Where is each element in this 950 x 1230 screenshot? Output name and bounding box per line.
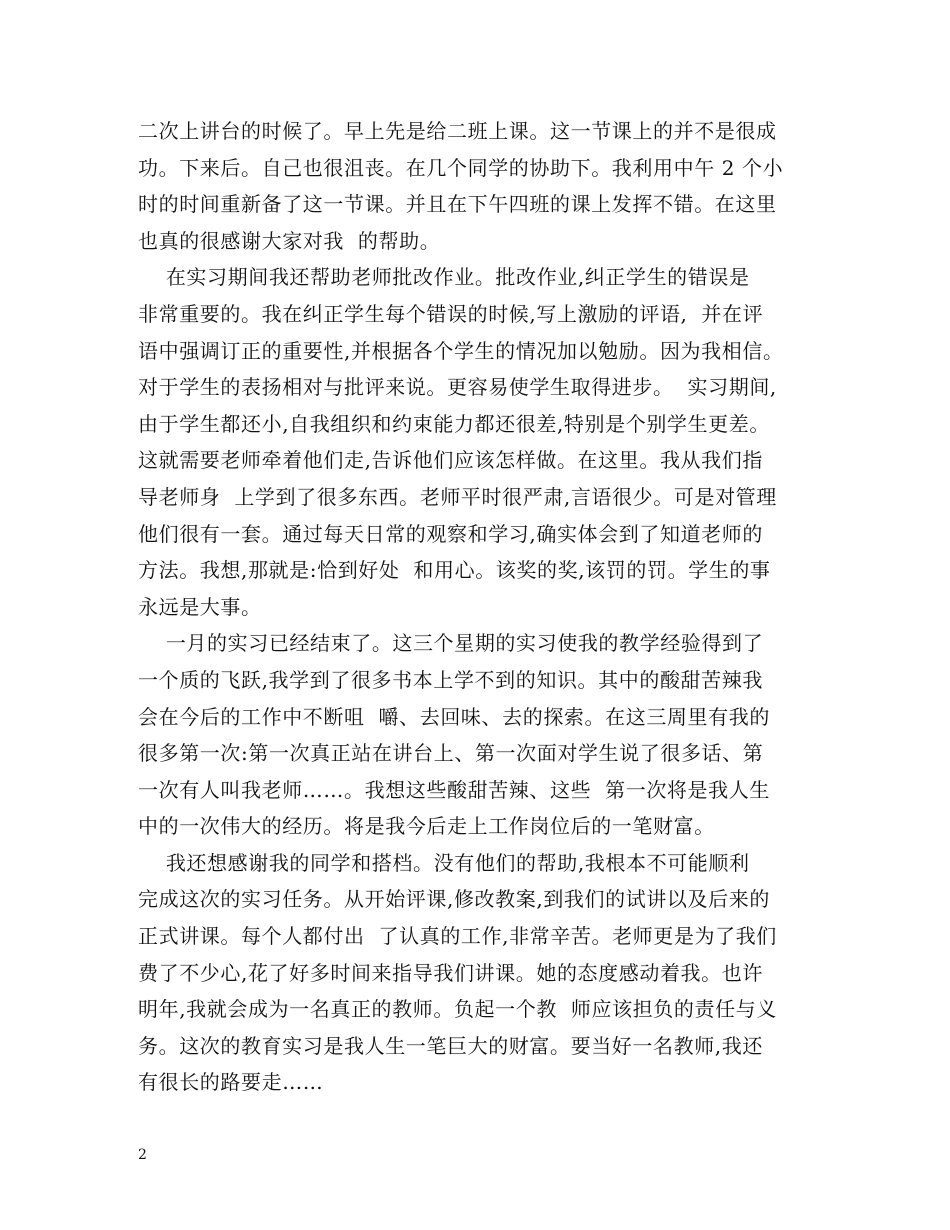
text-line: 很多第一次:第一次真正站在讲台上、第一次面对学生说了很多话、第 xyxy=(138,741,764,766)
text-line: 非常重要的。我在纠正学生每个错误的时候,写上激励的评语, 并在评 xyxy=(138,301,764,326)
text-line: 中的一次伟大的经历。将是我今后走上工作岗位后的一笔财富。 xyxy=(138,814,715,839)
text-line: 导老师身 上学到了很多东西。老师平时很严肃,言语很少。可是对管理 xyxy=(138,484,777,509)
text-line: 一次有人叫我老师……。我想这些酸甜苦辣、这些 第一次将是我人生 xyxy=(138,777,770,802)
text-line: 由于学生都还小,自我组织和约束能力都还很差,特别是个别学生更差。 xyxy=(138,411,770,436)
text-line: 这就需要老师牵着他们走,告诉他们应该怎样做。在这里。我从我们指 xyxy=(138,448,763,473)
text-line: 费了不少心,花了好多时间来指导我们讲课。她的态度感动着我。也许 xyxy=(138,960,763,985)
text-line: 永远是大事。 xyxy=(138,594,262,619)
text-line: 他们很有一套。通过每天日常的观察和学习,确实体会到了知道老师的 xyxy=(138,521,763,546)
text-line: 正式讲课。每个人都付出 了认真的工作,非常辛苦。老师更是为了我们 xyxy=(138,924,777,949)
text-line: 语中强调订正的重要性,并根据各个学生的情况加以勉励。因为我相信。 xyxy=(138,338,784,363)
text-line: 在实习期间我还帮助老师批改作业。批改作业,纠正学生的错误是 xyxy=(138,265,750,290)
text-line: 一月的实习已经结束了。这三个星期的实习使我的教学经验得到了 xyxy=(138,631,764,656)
body-text xyxy=(138,113,838,1101)
text-line: 二次上讲台的时候了。早上先是给二班上课。这一节课上的并不是很成 xyxy=(138,119,777,143)
text-line: 有很长的路要走…… xyxy=(138,1070,324,1095)
text-line: 方法。我想,那就是:恰到好处 和用心。该奖的奖,该罚的罚。学生的事 xyxy=(138,558,771,583)
text-line: 明年,我就会成为一名真正的教师。负起一个教 师应该担负的责任与义 xyxy=(138,997,777,1022)
text-line: 功。下来后。自己也很沮丧。在几个同学的协助下。我利用中午 2 个小 xyxy=(138,155,784,180)
text-line: 务。这次的教育实习是我人生一笔巨大的财富。要当好一名教师,我还 xyxy=(138,1033,763,1058)
text-line: 一个质的飞跃,我学到了很多书本上学不到的知识。其中的酸甜苦辣我 xyxy=(138,667,763,692)
text-line: 对于学生的表扬相对与批评来说。更容易使学生取得进步。 实习期间, xyxy=(138,375,777,400)
text-line: 也真的很感谢大家对我 的帮助。 xyxy=(138,228,441,253)
text-line: 会在今后的工作中不断咀 嚼、去回味、去的探索。在这三周里有我的 xyxy=(138,704,770,729)
text-line: 时的时间重新备了这一节课。并且在下午四班的课上发挥不错。在这里 xyxy=(138,192,777,217)
text-line: 我还想感谢我的同学和搭档。没有他们的帮助,我根本不可能顺利 xyxy=(138,850,750,875)
text-line: 完成这次的实习任务。从开始评课,修改教案,到我们的试讲以及后来的 xyxy=(138,887,770,912)
page-number: 2 xyxy=(138,1147,147,1163)
